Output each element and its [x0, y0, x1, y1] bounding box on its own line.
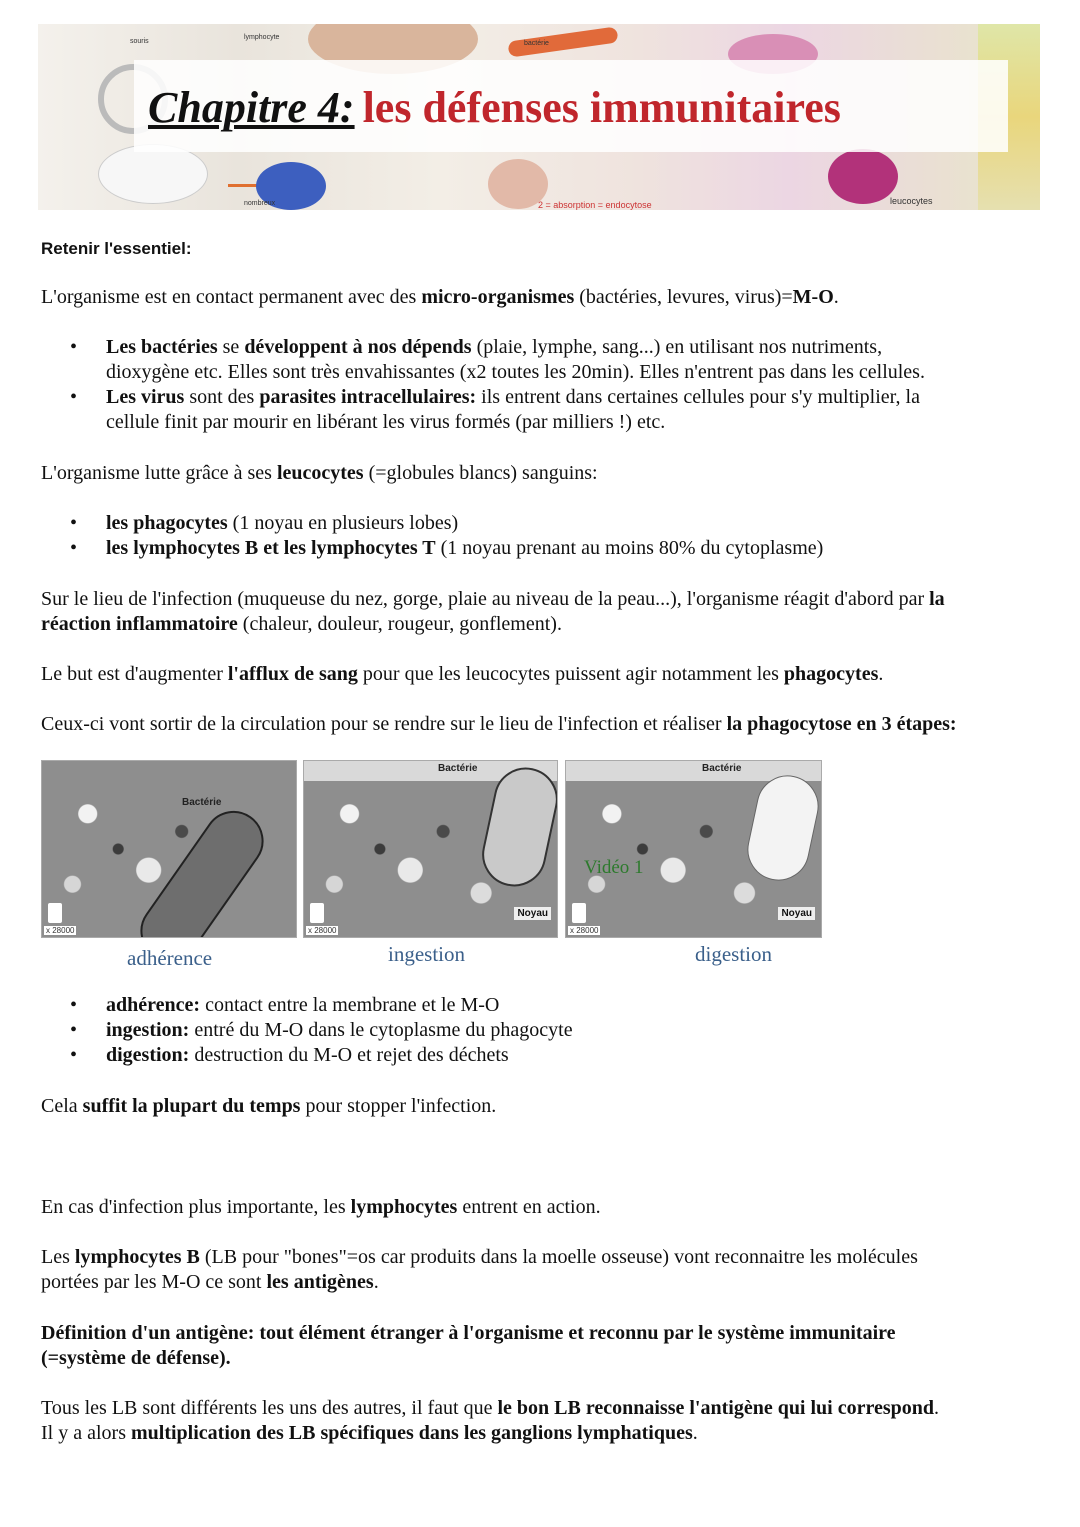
definition-antigene-line2: (=système de défense).	[41, 1347, 231, 1369]
banner-label-leucocytes: leucocytes	[890, 196, 933, 206]
list-item-bacteries: Les bactéries se développent à nos dépends (plaie, lymphe, sang...) en utilisant nos nutriments,	[106, 336, 883, 358]
magnification-label: x 28000	[570, 926, 599, 935]
bullet-dot: •	[70, 994, 78, 1016]
list-item-bacteries-line2: dioxygène etc. Elles sont très envahissantes (x2 toutes les 20min). Elles n'entrent pas dans les cellules.	[106, 361, 925, 383]
magnification-label: x 28000	[308, 926, 337, 935]
chapter-title: les défenses immunitaires	[362, 83, 841, 132]
definition-antigene: Définition d'un antigène: tout élément étranger à l'organisme et reconnu par le système immunitaire	[41, 1322, 896, 1344]
paragraph-inflammation-line2: réaction inflammatoire (chaleur, douleur, rougeur, gonflement).	[41, 613, 562, 635]
bacterium-shape	[742, 770, 822, 887]
video-link[interactable]: Vidéo 1	[584, 857, 644, 878]
section-heading: Retenir l'essentiel:	[41, 239, 192, 258]
magnification-label: x 28000	[46, 926, 75, 935]
bacterie-label: Bactérie	[182, 797, 222, 808]
paragraph-lb-differents: Tous les LB sont différents les uns des autres, il faut que le bon LB reconnaisse l'antigène qui lui correspond.	[41, 1397, 940, 1419]
caption-ingestion: ingestion	[388, 942, 465, 966]
microscope-icon	[48, 903, 62, 923]
bullet-dot: •	[70, 1019, 78, 1041]
bullet-dot: •	[70, 512, 78, 534]
bacterie-label: Bactérie	[702, 763, 742, 774]
paragraph-lb-line2: portées par les M-O ce sont les antigènes.	[41, 1271, 379, 1293]
paragraph-inflammation: Sur le lieu de l'infection (muqueuse du nez, gorge, plaie au niveau de la peau...), l'organisme réagit d'abord par la	[41, 588, 945, 610]
caption-adherence: adhérence	[127, 946, 213, 970]
list-item-virus-line2: cellule finit par mourir en libérant les virus formés (par milliers !) etc.	[106, 411, 666, 433]
banner-label-lymphocyte: lymphocyte	[244, 34, 280, 41]
paragraph-lb: Les lymphocytes B (LB pour "bones"=os car produits dans la moelle osseuse) vont reconnaitre les molécules	[41, 1246, 918, 1268]
list-item-ingestion: ingestion: entré du M-O dans le cytoplasme du phagocyte	[106, 1019, 573, 1041]
banner-label-bacterie: bactérie	[524, 40, 549, 47]
paragraph-afflux: Le but est d'augmenter l'afflux de sang pour que les leucocytes puissent agir notamment les phagocytes.	[41, 663, 884, 685]
bacterium-shape	[129, 799, 276, 938]
bacterie-label: Bactérie	[438, 763, 478, 774]
micrograph-adherence	[41, 760, 297, 938]
noyau-label: Noyau	[778, 907, 815, 920]
micrograph-digestion	[565, 760, 822, 938]
paragraph-suffit: Cela suffit la plupart du temps pour stopper l'infection.	[41, 1095, 497, 1117]
bacterium-shape	[476, 762, 558, 893]
bullet-dot: •	[70, 1044, 78, 1066]
bullet-dot: •	[70, 386, 78, 408]
paragraph-multiplication: Il y a alors multiplication des LB spécifiques dans les ganglions lymphatiques.	[41, 1422, 698, 1444]
bullet-dot: •	[70, 537, 78, 559]
header-banner	[38, 24, 1040, 210]
microscope-icon	[572, 903, 586, 923]
paragraph-intro: L'organisme est en contact permanent avec des micro-organismes (bactéries, levures, virus)=M-O.	[41, 286, 839, 308]
page-title	[148, 82, 841, 133]
list-item-digestion: digestion: destruction du M-O et rejet des déchets	[106, 1044, 509, 1066]
paragraph-lymphocytes-action: En cas d'infection plus importante, les lymphocytes entrent en action.	[41, 1196, 601, 1218]
banner-label-absorption: 2 = absorption = endocytose	[538, 200, 652, 210]
noyau-label: Noyau	[514, 907, 551, 920]
list-item-phagocytes: les phagocytes (1 noyau en plusieurs lobes)	[106, 512, 459, 534]
microscope-icon	[310, 903, 324, 923]
chapter-label: Chapitre 4:	[148, 83, 355, 132]
list-item-virus: Les virus sont des parasites intracellulaires: ils entrent dans certaines cellules pour s'y multiplier, la	[106, 386, 920, 408]
title-box	[134, 60, 1008, 152]
caption-digestion: digestion	[695, 942, 772, 966]
bullet-dot: •	[70, 336, 78, 358]
micrograph-ingestion	[303, 760, 558, 938]
banner-label-souris: souris	[130, 38, 149, 45]
list-item-adherence: adhérence: contact entre la membrane et le M-O	[106, 994, 500, 1016]
paragraph-leucocytes: L'organisme lutte grâce à ses leucocytes (=globules blancs) sanguins:	[41, 462, 598, 484]
paragraph-phagocytose: Ceux-ci vont sortir de la circulation pour se rendre sur le lieu de l'infection et réaliser la phagocytose en 3 étapes:	[41, 713, 957, 735]
leucocyte-decoration	[828, 149, 898, 204]
list-item-lymphocytes: les lymphocytes B et les lymphocytes T (1 noyau prenant au moins 80% du cytoplasme)	[106, 537, 824, 559]
mouse-decoration	[98, 144, 208, 204]
banner-label-nombreux: nombreux	[244, 200, 276, 207]
